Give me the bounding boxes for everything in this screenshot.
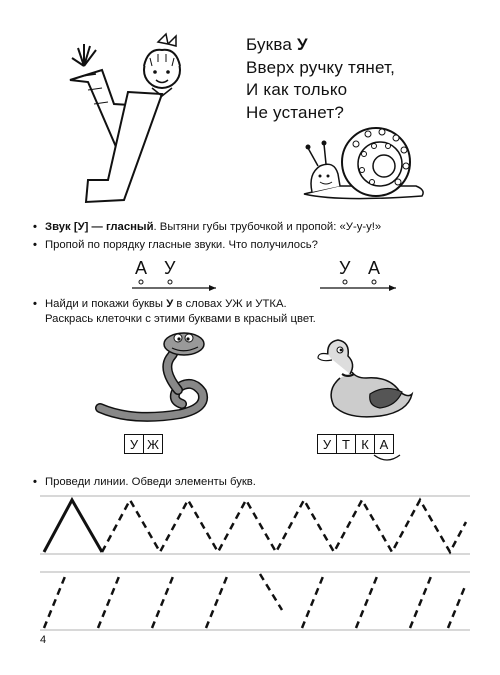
snake-illustration (92, 330, 222, 422)
bullet-icon: • (33, 221, 37, 233)
stress-arc (372, 453, 402, 463)
tracing-zigzag-row[interactable] (40, 494, 470, 556)
poem-line-1: Буква У (246, 35, 308, 54)
letter-cell[interactable]: К (355, 434, 375, 454)
duck-illustration (316, 334, 416, 420)
letter-cell[interactable]: А (374, 434, 394, 454)
letter-cell[interactable]: Ж (143, 434, 163, 454)
vowel-right-1: У (339, 258, 351, 278)
poem-line-4: Не устанет? (246, 102, 345, 122)
sound-instruction: • Звук [У] — гласный. Вытяни губы трубочкой и пропой: «У-у-у!» (33, 221, 382, 233)
bullet-icon: • (33, 239, 37, 251)
letter-cell[interactable]: У (317, 434, 337, 454)
bullet-icon: • (33, 298, 37, 310)
find-instruction-line-2: Раскрась клеточки с этими буквами в красный цвет. (45, 313, 316, 325)
sing-instruction: • Пропой по порядку гласные звуки. Что получилось? (33, 239, 318, 251)
page-number: 4 (40, 634, 47, 646)
letter-cell[interactable]: Т (336, 434, 356, 454)
poem-line-3: И как только (246, 80, 348, 99)
poem-line-2: Вверх ручку тянет, (246, 57, 396, 77)
letter-u-illustration (58, 30, 198, 210)
vowel-left-1: А (135, 258, 148, 278)
find-instruction-line-1: • Найди и покажи буквы У в словах УЖ и УТКА. (33, 298, 287, 310)
tracing-slant-row[interactable] (40, 570, 470, 632)
draw-instruction: • Проведи линии. Обведи элементы букв. (33, 476, 256, 488)
bullet-icon: • (33, 476, 37, 488)
vowel-right-2: А (368, 258, 381, 278)
poem (246, 34, 395, 124)
vowel-arrows (120, 278, 400, 292)
snail-illustration (298, 120, 430, 206)
vowel-left-2: У (164, 258, 176, 278)
poem-letter: У (296, 35, 308, 54)
word-uzh-cells (124, 434, 162, 454)
word-utka-cells (317, 434, 393, 454)
letter-cell[interactable]: У (124, 434, 144, 454)
